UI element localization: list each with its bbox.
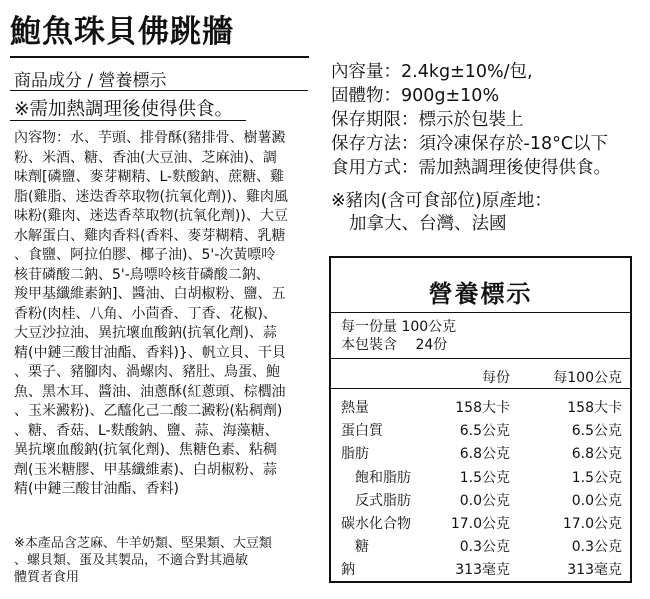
serving-size: 每一份量 100公克 bbox=[341, 319, 457, 335]
ingredients-line: 核苷磷酸二鈉、5'-鳥嘌呤核苷磷酸二鈉、 bbox=[14, 266, 270, 283]
col-header-per-serving: 每份 bbox=[482, 370, 510, 386]
nutrition-divider bbox=[331, 312, 630, 313]
origin-label: ※豬肉(含可食部位)原產地： bbox=[331, 191, 552, 211]
nutrition-title: 營養標示 bbox=[428, 280, 533, 308]
nutrient-label: 碳水化合物 bbox=[341, 516, 411, 532]
ingredients-line: 香粉(肉桂、八角、小茴香、丁香、花椒)、 bbox=[14, 305, 277, 322]
nutrient-label: 鈉 bbox=[341, 562, 355, 579]
ingredients-list bbox=[14, 129, 310, 500]
nutrient-label: 蛋白質 bbox=[341, 423, 383, 440]
nutrient-per-serving: 6.5公克 bbox=[459, 423, 510, 440]
nutrient-per-serving: 158大卡 bbox=[455, 400, 510, 416]
nutrient-per-serving: 0.0公克 bbox=[459, 492, 510, 509]
nutrient-per-serving: 313毫克 bbox=[455, 562, 510, 579]
ingredients-line: 、栗子、豬腳肉、渦螺肉、豬肚、鳥蛋、鮑 bbox=[14, 364, 280, 380]
ingredients-line: 脂(雞脂、迷迭香萃取物(抗氧化劑))、雞肉風 bbox=[14, 188, 288, 205]
ingredients-line: 精(中鏈三酸甘油酯、香料) bbox=[14, 481, 179, 497]
ingredients-line: 魚、黑木耳、醬油、油蔥酥(紅蔥頭、棕櫚油 bbox=[14, 383, 286, 400]
allergen-line: 、螺貝類、蛋及其製品，不適合對其過敏 bbox=[14, 553, 249, 568]
nutrient-label: 反式脂肪 bbox=[341, 492, 411, 509]
nutrient-label: 熱量 bbox=[341, 400, 369, 416]
section-header: 商品成分 / 營養標示 bbox=[14, 71, 167, 91]
nutrition-row bbox=[331, 420, 630, 442]
ingredients-line: 劑(玉米糖膠、甲基纖維素)、白胡椒粉、蒜 bbox=[14, 461, 277, 478]
ingredients-line: 、玉米澱粉)、乙醯化己二酸二澱粉(粘稠劑) bbox=[14, 403, 283, 419]
nutrient-per-100g: 6.8公克 bbox=[571, 446, 622, 463]
nutrient-per-100g: 0.0公克 bbox=[571, 492, 622, 509]
section-divider bbox=[10, 90, 308, 91]
nutrient-per-100g: 313毫克 bbox=[567, 562, 622, 579]
ingredients-line: 粉、米酒、糖、香油(大豆油、芝麻油)、調 bbox=[14, 149, 277, 166]
nutrition-row bbox=[331, 559, 630, 581]
ingredients-line: 味劑[磷鹽、麥芽糊精、L-麩酸鈉、蔗糖、雞 bbox=[14, 169, 285, 185]
shelf-life: 保存期限：標示於包裝上 bbox=[331, 110, 524, 130]
allergen-line: ※本產品含芝麻、牛羊奶類、堅果類、大豆類 bbox=[14, 536, 272, 551]
ingredients-line: 精(中鏈三酸甘油酯、香料)}、帆立貝、干貝 bbox=[14, 344, 286, 361]
serving-info bbox=[341, 318, 456, 354]
ingredients-line: 味粉(雞肉、迷迭香萃取物(抗氧化劑))、大豆 bbox=[14, 208, 288, 224]
nutrition-divider bbox=[331, 388, 630, 389]
solid-content: 固體物：900g±10% bbox=[331, 86, 500, 106]
title-underline bbox=[10, 56, 309, 58]
heat-notice: ※需加熱調理後使得供食。 bbox=[14, 99, 234, 120]
content-amount: 內容量：2.4kg±10%/包, bbox=[331, 62, 533, 82]
ingredients-line: 、食鹽、阿拉伯膠、椰子油)、5'-次黃嘌呤 bbox=[14, 247, 276, 263]
storage-method: 保存方法：須冷凍保存於-18°C以下 bbox=[331, 134, 609, 154]
nutrient-label: 糖 bbox=[341, 539, 369, 556]
servings-per-package: 本包裝含 24份 bbox=[341, 337, 448, 353]
product-title: 鮑魚珠貝佛跳牆 bbox=[10, 14, 234, 50]
ingredients-line: 、糖、香菇、L-麩酸鈉、鹽、蒜、海藻糖、 bbox=[14, 422, 279, 439]
nutrition-row bbox=[331, 397, 630, 419]
nutrient-per-100g: 6.5公克 bbox=[571, 423, 622, 440]
nutrient-label: 脂肪 bbox=[341, 446, 369, 463]
origin-info bbox=[331, 190, 552, 236]
origin-countries: 加拿大、台灣、法國 bbox=[349, 214, 507, 234]
nutrient-label: 飽和脂肪 bbox=[341, 469, 411, 486]
nutrient-per-serving: 17.0公克 bbox=[450, 516, 510, 532]
ingredients-line: 異抗壞血酸鈉(抗氧化劑)、焦糖色素、粘稠 bbox=[14, 442, 277, 458]
nutrition-divider bbox=[331, 358, 630, 359]
ingredients-line: 羧甲基纖維素鈉]、醬油、白胡椒粉、鹽、五 bbox=[14, 286, 286, 302]
nutrient-per-100g: 0.3公克 bbox=[571, 539, 622, 556]
nutrient-per-serving: 0.3公克 bbox=[459, 539, 510, 556]
nutrient-per-100g: 1.5公克 bbox=[571, 469, 622, 486]
ingredients-line: 水解蛋白、雞肉香料(香料、麥芽糊精、乳糖 bbox=[14, 227, 286, 244]
nutrition-facts-table bbox=[329, 256, 632, 583]
ingredients-line: 大豆沙拉油、異抗壞血酸鈉(抗氧化劑)、蒜 bbox=[14, 325, 277, 341]
nutrition-row bbox=[331, 513, 630, 535]
allergen-warning bbox=[14, 535, 314, 586]
nutrient-per-serving: 1.5公克 bbox=[459, 469, 510, 486]
ingredients-line: 內容物：水、芋頭、排骨酥(豬排骨、樹薯澱 bbox=[14, 130, 286, 146]
nutrition-row bbox=[331, 490, 630, 512]
nutrition-row bbox=[331, 443, 630, 465]
product-info bbox=[331, 60, 611, 180]
allergen-line: 體質者食用 bbox=[14, 570, 80, 585]
nutrient-per-100g: 158大卡 bbox=[567, 400, 622, 416]
col-header-per-100g: 每100公克 bbox=[553, 370, 622, 386]
nutrition-row bbox=[331, 536, 630, 558]
heat-notice-underline bbox=[10, 120, 246, 121]
usage-method: 食用方式：需加熱調理後使得供食。 bbox=[331, 158, 611, 178]
nutrient-per-serving: 6.8公克 bbox=[459, 446, 510, 463]
nutrition-row bbox=[331, 467, 630, 489]
nutrient-per-100g: 17.0公克 bbox=[562, 516, 622, 532]
